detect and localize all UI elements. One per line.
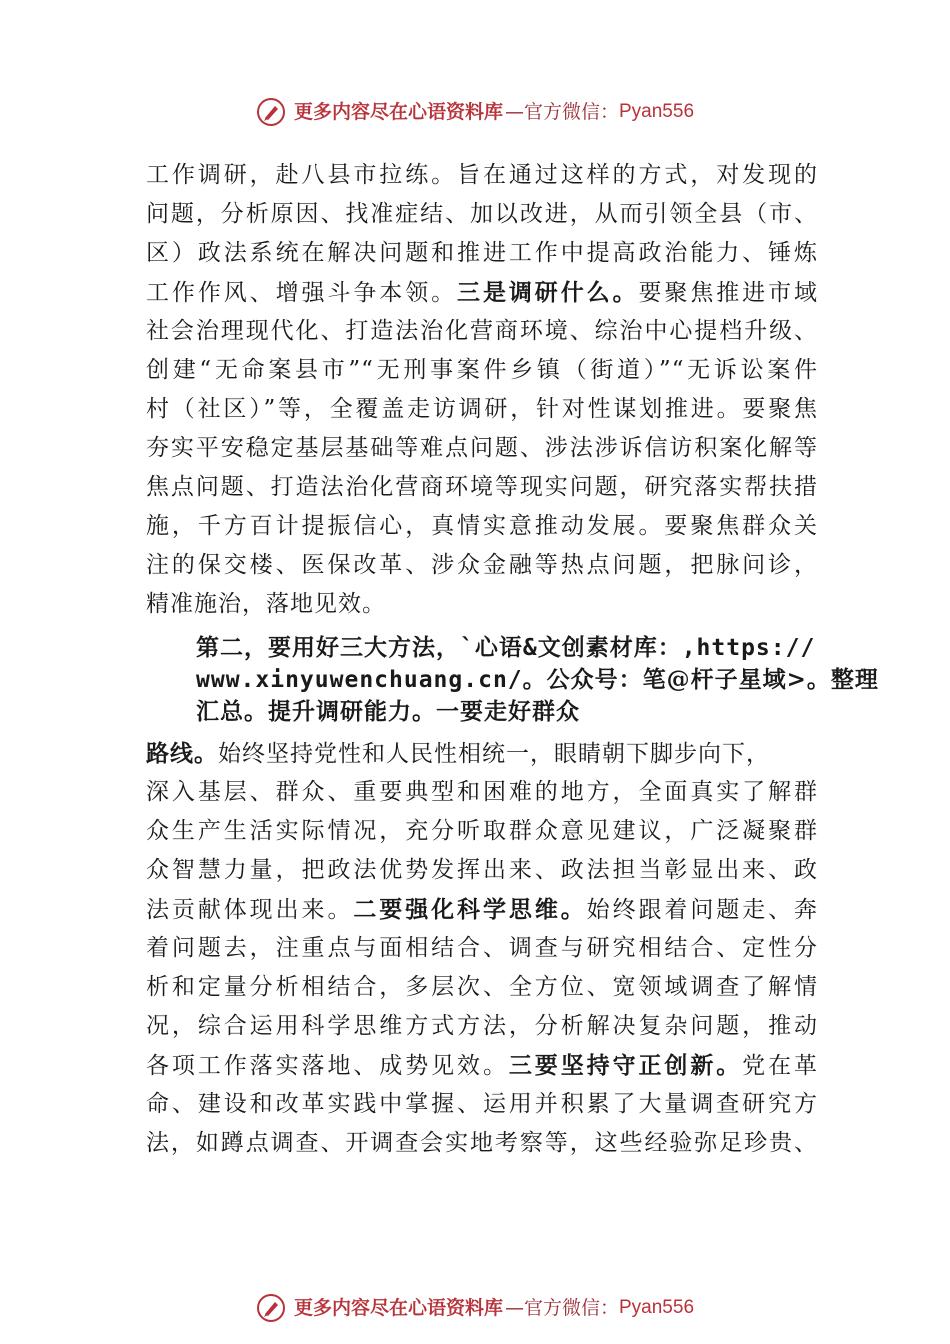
text-line: 区）政法系统在解决问题和推进工作中提高政治能力、锤炼 [146, 240, 818, 266]
text-line: 法，如蹲点调查、开调查会实地考察等，这些经验弥足珍贵、 [146, 1130, 818, 1156]
bold-point: 路线。 [146, 740, 218, 767]
text-line: 注的保交楼、医保改革、涉众金融等热点问题，把脉问诊， [146, 552, 818, 578]
watermark-title: 更多内容尽在心语资料库 [293, 1297, 503, 1319]
text-line: 路线。始终坚持党性和人民性相统一，眼睛朝下脚步向下， [146, 740, 770, 767]
bold-point: 三要坚持守正创新。 [508, 1052, 743, 1079]
pen-logo-icon [256, 97, 286, 127]
text-line: 深入基层、群众、重要典型和困难的地方，全面真实了解群 [146, 779, 818, 805]
text-line: 创建“无命案县市”“无刑事案件乡镇（街道）”“无诉讼案件 [146, 357, 818, 383]
watermark-dash: —官方微信： [504, 1297, 619, 1319]
paragraph-2 [146, 734, 818, 1163]
pen-logo-icon [256, 1293, 286, 1323]
watermark-wechat-id: Pyan556 [619, 101, 695, 122]
text-line: 施，千方百计提振信心，真情实意推动发展。要聚焦群众关 [146, 513, 818, 539]
text-line: 工作调研，赴八县市拉练。旨在通过这样的方式，对发现的 [146, 162, 818, 188]
text-line: 各项工作落实落地、成势见效。三要坚持守正创新。党在革 [146, 1052, 819, 1079]
text-line: 问题，分析原因、找准症结、加以改进，从而引领全县（市、 [146, 201, 818, 227]
paragraph-1 [146, 156, 818, 624]
watermark-wechat-id: Pyan556 [619, 1297, 695, 1318]
watermark-dash: —官方微信： [504, 101, 619, 123]
text-line: 命、建设和改革实践中掌握、运用并积累了大量调查研究方 [146, 1091, 818, 1117]
bold-point: 二要强化科学思维。 [353, 896, 587, 923]
heading-line: 第二，要用好三大方法，`心语&文创素材库：,https:// [196, 634, 816, 661]
text-line: 焦点问题、打造法治化营商环境等现实问题，研究落实帮扶措 [146, 474, 818, 500]
text-line: 法贡献体现出来。二要强化科学思维。始终跟着问题走、奔 [146, 896, 819, 923]
text-line: 精准施治，落地见效。 [146, 591, 386, 617]
text-line: 着问题去，注重点与面相结合、调查与研究相结合、定性分 [146, 935, 818, 961]
header-watermark [0, 96, 950, 128]
text-line: 众智慧力量，把政法优势发挥出来、政法担当彰显出来、政 [146, 857, 818, 883]
text-line: 析和定量分析相结合，多层次、全方位、宽领域调查了解情 [146, 974, 818, 1000]
text-line: 况，综合运用科学思维方式方法，分析解决复杂问题，推动 [146, 1013, 818, 1039]
text-line: 村（社区）”等，全覆盖走访调研，针对性谋划推进。要聚焦 [146, 396, 818, 422]
heading-line: 汇总。提升调研能力。一要走好群众 [196, 698, 580, 725]
text-line: 社会治理现代化、打造法治化营商环境、综治中心提档升级、 [146, 318, 818, 344]
text-line: 众生产生活实际情况，充分听取群众意见建议，广泛凝聚群 [146, 818, 818, 844]
section-heading [196, 632, 879, 728]
watermark-title: 更多内容尽在心语资料库 [293, 101, 503, 123]
heading-line: www.xinyuwenchuang.cn/。公众号：笔@杆子星域>。整理 [196, 666, 879, 693]
text-line: 工作作风、增强斗争本领。三是调研什么。要聚焦推进市域 [146, 279, 819, 306]
footer-watermark [0, 1292, 950, 1324]
bold-point: 三是调研什么。 [457, 279, 639, 306]
text-line: 夯实平安稳定基层基础等难点问题、涉法涉诉信访积案化解等 [146, 435, 818, 461]
